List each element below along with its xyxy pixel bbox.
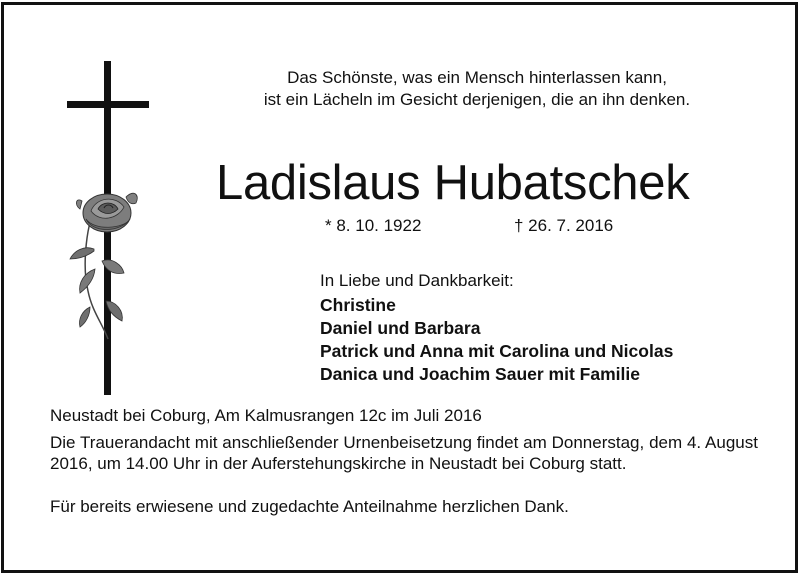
place-and-date: Neustadt bei Coburg, Am Kalmusrangen 12c im Juli 2016 [50, 406, 482, 425]
birth-date: * 8. 10. 1922 [325, 216, 422, 235]
mourner-item: Danica und Joachim Sauer mit Familie [320, 364, 640, 384]
quote-line-2: ist ein Lächeln im Gesicht derjenigen, die an ihn denken. [263, 90, 691, 109]
memorial-quote [222, 67, 732, 111]
cross-icon [64, 61, 154, 401]
quote-line-1: Das Schönste, was ein Mensch hinterlassen kann, [287, 68, 667, 87]
mourner-item: Christine [320, 295, 396, 315]
service-notice: Die Trauerandacht mit anschließender Urnenbeisetzung findet am Donnerstag, dem 4. August 2016, um 14.00 Uhr in der Auferstehungskirche in Neustadt bei Coburg statt. [50, 433, 758, 473]
death-date: † 26. 7. 2016 [514, 216, 614, 235]
thanks-intro: In Liebe und Dankbarkeit: [320, 271, 514, 290]
mourners-list [320, 294, 673, 386]
mourner-item: Daniel und Barbara [320, 318, 481, 338]
rose-icon [70, 193, 137, 339]
closing-thanks: Für bereits erwiesene und zugedachte Anteilnahme herzlichen Dank. [50, 497, 569, 516]
mourner-item: Patrick und Anna mit Carolina und Nicolas [320, 341, 674, 361]
deceased-name: Ladislaus Hubatschek [216, 156, 690, 210]
obituary-frame [1, 2, 798, 573]
